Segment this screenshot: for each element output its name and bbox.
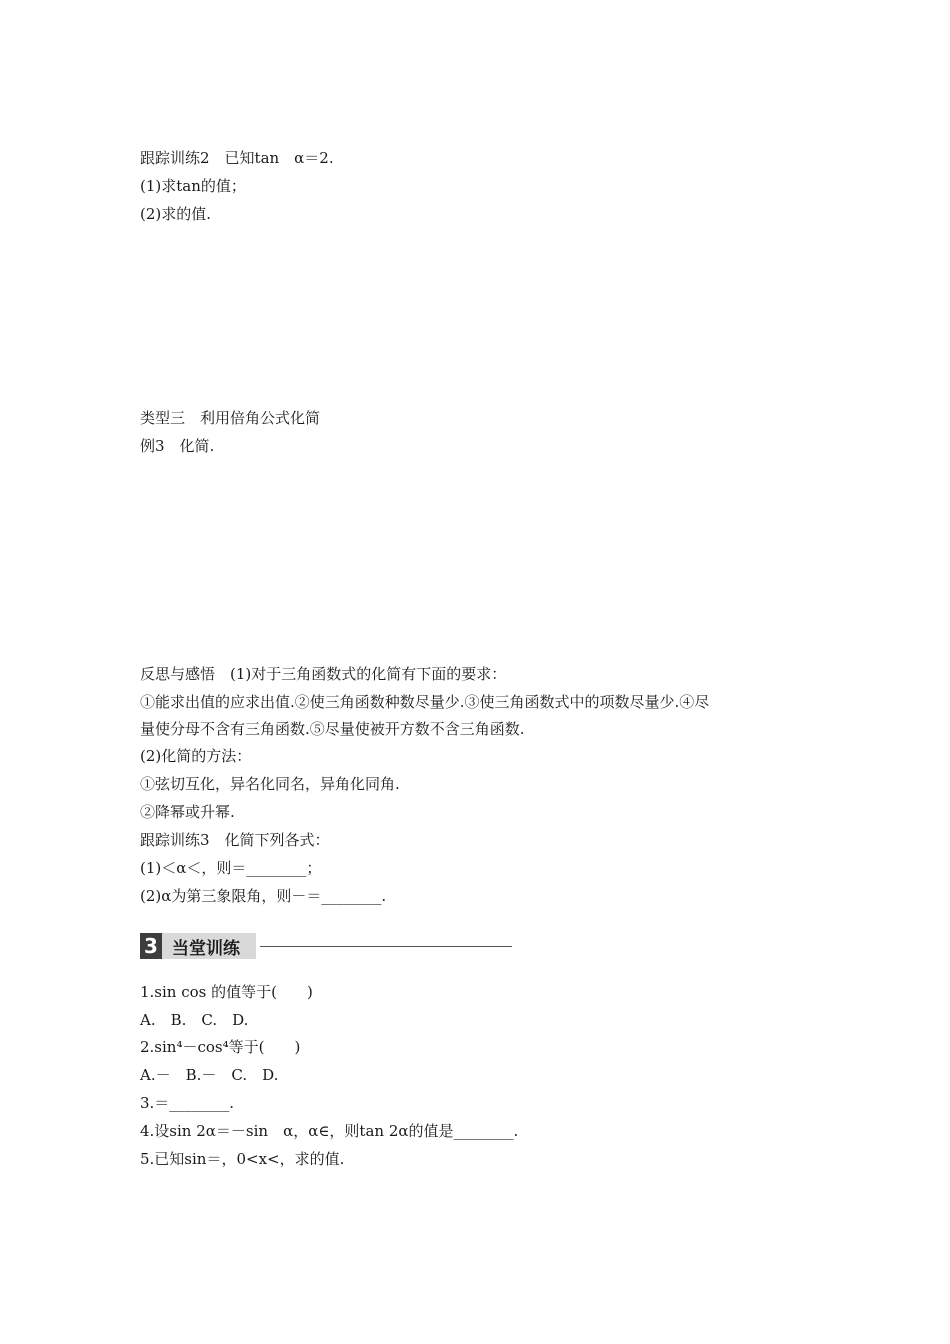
section-header — [140, 932, 512, 960]
reflection-method-1: ①弦切互化，异名化同名，异角化同角. — [140, 775, 400, 793]
exercise-2: 2.sin⁴－cos⁴等于( ) — [140, 1038, 301, 1056]
exercise-2-options: A.－ B.－ C. D. — [140, 1066, 279, 1084]
example-3: 例3 化简. — [140, 437, 215, 455]
section-rule — [260, 946, 512, 947]
section-title: 当堂训练 — [162, 933, 256, 959]
reflection-heading: 反思与感悟 (1)对于三角函数式的化简有下面的要求： — [140, 665, 507, 683]
practice-3-part-2: (2)α为第三象限角，则－＝________. — [140, 887, 387, 905]
practice-3-part-1: (1)＜α＜，则＝________； — [140, 859, 322, 877]
practice-2-part-1: (1)求tan的值； — [140, 177, 246, 195]
reflection-line-1: ①能求出值的应求出值.②使三角函数种数尽量少.③使三角函数式中的项数尽量少.④尽 — [140, 693, 710, 711]
reflection-method-2: ②降幂或升幂. — [140, 803, 235, 821]
exercise-5: 5.已知sin＝，0<x<，求的值. — [140, 1150, 345, 1168]
exercise-4: 4.设sin 2α＝－sin α，α∈，则tan 2α的值是________. — [140, 1122, 519, 1140]
section-number: 3 — [140, 933, 162, 959]
reflection-line-2: 量使分母不含有三角函数.⑤尽量使被开方数不含三角函数. — [140, 720, 525, 738]
exercise-3: 3.＝________. — [140, 1094, 235, 1112]
exercise-1-options: A. B. C. D. — [140, 1011, 249, 1029]
practice-2-part-2: (2)求的值. — [140, 205, 212, 223]
practice-3-title: 跟踪训练3 化简下列各式： — [140, 831, 330, 849]
reflection-method-heading: (2)化简的方法： — [140, 747, 252, 765]
type-3-heading: 类型三 利用倍角公式化简 — [140, 409, 321, 427]
exercise-1: 1.sin cos 的值等于( ) — [140, 983, 313, 1001]
practice-2-title: 跟踪训练2 已知tan α＝2. — [140, 149, 334, 167]
